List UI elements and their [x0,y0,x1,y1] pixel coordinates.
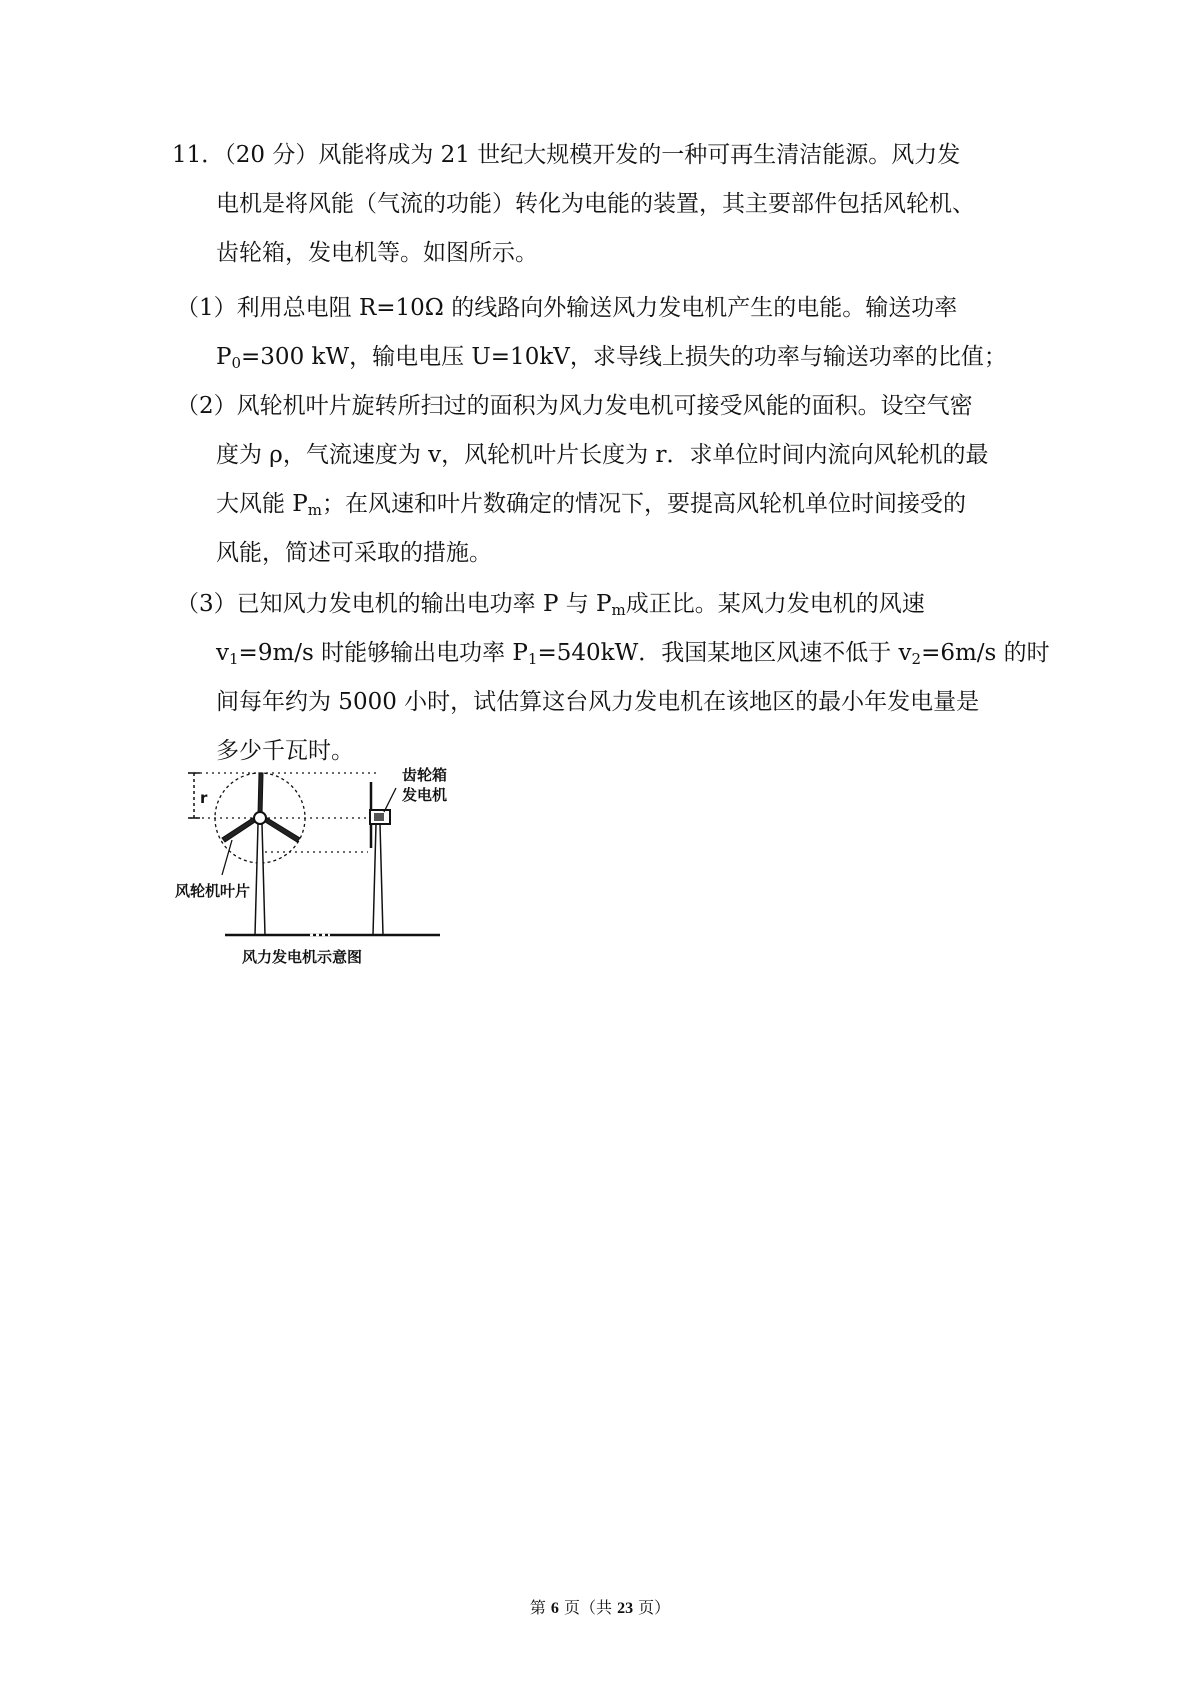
part3-label: （3） [176,591,237,617]
part3-subscript-2: 1 [229,650,239,668]
page-number: 6 [550,1600,559,1617]
footer-prefix: 第 [529,1598,551,1617]
part1-text-2a: P [216,344,232,370]
part3-text-2a: v [216,640,229,666]
part2-line-2: 度为 ρ，气流速度为 v，风轮机叶片长度为 r．求单位时间内流向风轮机的最 [216,442,989,468]
part1-label: （1） [176,295,237,321]
part2-line-1 [176,391,973,421]
footer-middle: 页（共 [558,1598,618,1617]
part3-text-1a: 已知风力发电机的输出电功率 P 与 P [236,591,612,617]
part2-line-3 [216,489,966,519]
part3-line-2 [216,638,1050,668]
part3-line-3: 间每年约为 5000 小时，试估算这台风力发电机在该地区的最小年发电量是 [216,689,980,715]
radius-dimension [188,773,200,818]
blade-label: 风轮机叶片 [175,882,251,900]
part2-text-3a: 大风能 P [216,491,308,517]
radius-label: r [200,789,208,807]
part3-text-2c: =540kW．我国某地区风速不低于 v [537,640,912,666]
gearbox-label: 齿轮箱 [402,766,448,784]
part3-subscript-3: 1 [527,650,538,668]
wind-turbine-figure [170,760,470,980]
wind-turbine-diagram [170,760,470,980]
part1-subscript: 0 [231,354,242,372]
part3-subscript-1: m [611,601,626,619]
part2-text-3b: ；在风速和叶片数确定的情况下，要提高风轮机单位时间接受的 [322,491,967,517]
blade-pointer [222,840,232,875]
part3-text-1b: 成正比。某风力发电机的风速 [625,591,925,617]
question-intro-2: 电机是将风能（气流的功能）转化为电能的装置，其主要部件包括风轮机、 [216,191,975,217]
question-intro-1: （20 分）风能将成为 21 世纪大规模开发的一种可再生清洁能源。风力发 [224,142,961,168]
part1-line-1 [176,293,957,323]
part1-text-1: 利用总电阻 R=10Ω 的线路向外输送风力发电机产生的电能。输送功率 [236,295,958,321]
part3-line-4: 多少千瓦时。 [216,738,354,764]
part1-text-2b: =300 kW，输电电压 U=10kV，求导线上损失的功率与输送功率的比值； [241,344,1007,370]
gearbox-generator-block [374,813,384,821]
total-pages: 23 [617,1600,634,1617]
part3-text-2b: =9m/s 时能够输出电功率 P [238,640,528,666]
part2-text-1: 风轮机叶片旋转所扫过的面积为风力发电机可接受风能的面积。设空气密 [236,393,973,419]
rotor-hub [254,812,266,824]
figure-caption: 风力发电机示意图 [242,948,363,966]
part3-subscript-4: 2 [911,650,922,668]
question-number: 11． [172,142,225,168]
page-footer [0,1595,1200,1618]
generator-label: 发电机 [402,786,448,804]
part3-line-1 [176,589,925,619]
part2-label: （2） [176,393,237,419]
question-intro-3: 齿轮箱，发电机等。如图所示。 [216,240,538,266]
part2-line-4: 风能，简述可采取的措施。 [216,540,492,566]
part3-text-2d: =6m/s 的时 [921,640,1050,666]
front-tower [255,824,265,935]
part2-subscript: m [307,501,323,519]
part1-line-2 [216,342,1007,372]
footer-suffix: 页） [633,1598,671,1617]
question-line-1 [172,140,960,170]
side-tower [373,824,383,935]
nacelle-pointer [384,788,396,812]
